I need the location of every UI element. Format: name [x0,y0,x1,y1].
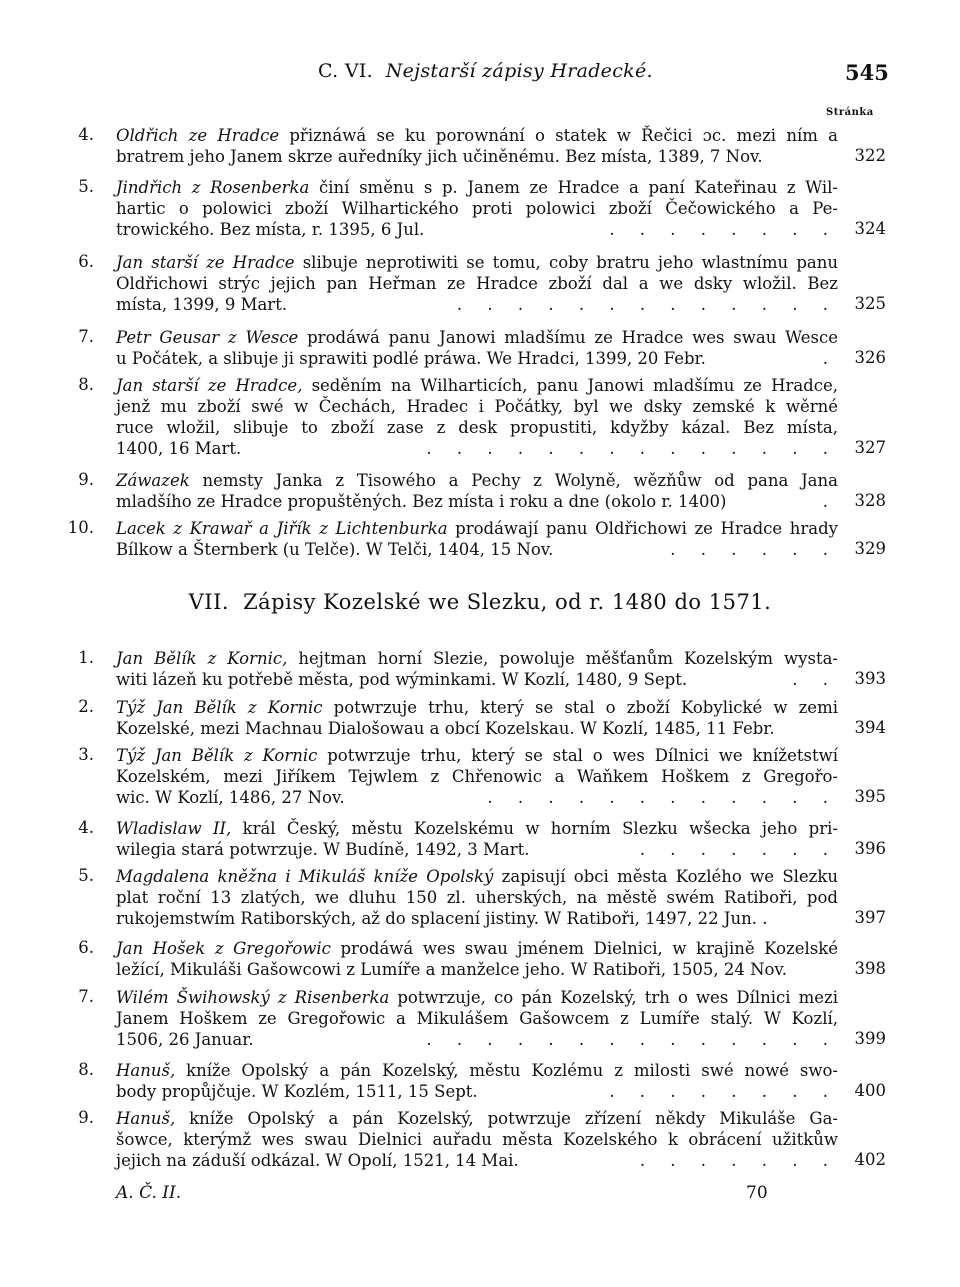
entry-number: 8. [78,1060,94,1079]
entry-text: prodáwají panu Oldřichowi ze Hradce hrady [447,519,838,538]
page-reference: 397 [854,908,886,927]
leader-dots: . [822,492,838,511]
entry-line [116,908,838,929]
entry-text: nemsty Janka z Tisowého a Pechy z Wolyně, wězňůw od pana Jana [189,471,838,490]
entry-text: kníže Opolský a pán Kozelský, potwrzuje zřízení někdy Mikuláše Ga- [175,1109,838,1128]
leader-dots: . . . . . . . . . . . . . . [426,1030,838,1049]
entry-line [116,177,838,198]
entry-person: Hanuš, [116,1061,176,1080]
entry-text: mladšího ze Hradce propuštěných. Bez místa i roku a dne (okolo r. 1400) [116,492,727,511]
entry-text: 1400, 16 Mart. [116,439,242,458]
entry-number: 3. [78,745,94,764]
entry-text: seděním na Wilharticích, panu Janowi mladšímu ze Hradce, [302,376,838,395]
entry-text: potwrzuje trhu, který se stal o zboží Kobylické w zemi [322,698,838,717]
entry-text: wilegia stará potwrzuje. W Budíně, 1492, 3 Mart. [116,840,530,859]
page-reference: 326 [854,348,886,367]
entry-line [116,669,838,690]
entry-text: Oldřichowi strýc jejich pan Heřman ze Hradce zboží dal a we dsky wložil. Bez [116,274,838,293]
entry-number: 9. [78,470,94,489]
entry-text: u Počátek, a slibuje ji sprawiti podlé práwa. We Hradci, 1399, 20 Febr. [116,349,706,368]
entry-line [116,866,838,887]
entry-line [116,348,838,369]
entry-text: král Český, městu Kozelskému w horním Slezku wšecka jeho pri- [231,819,838,838]
entry-person: Petr Geusar z Wesce [116,328,299,347]
entry-person: Jan starší ze Hradce [116,253,295,272]
header-chapter: C. VI. [318,60,374,82]
leader-dots: . . . . . . . . . . . . . [456,295,838,314]
entry-number: 4. [78,125,94,144]
entry-person: Oldřich ze Hradce [116,126,280,145]
leader-dots: . . . . . . [670,540,838,559]
entry-line [116,959,838,980]
entry-text: činí směnu s p. Janem ze Hradce a paní Kateřinau z Wil- [309,178,839,197]
header-title-text: Nejstarší zápisy Hradecké. [385,60,653,82]
entry-number: 5. [78,866,94,885]
page-reference: 329 [854,539,886,558]
entry-text: Kozelském, mezi Jiříkem Tejwlem z Chřenowic a Waňkem Hoškem z Gregořo- [116,767,838,786]
entry-line [116,539,838,560]
entry-text: body propůjčuje. W Kozlém, 1511, 15 Sept. [116,1082,478,1101]
entry-line [116,1029,838,1050]
entry-text: zapisují obci města Kozlého we Slezku [493,867,839,886]
entry-person: Jan starší ze Hradce, [116,376,303,395]
leader-dots: . . [792,670,838,689]
entry-text: kníže Opolský a pán Kozelský, městu Kozlému z milosti swé nowé swo- [175,1061,838,1080]
entry-line [116,1060,838,1081]
page-reference: 325 [854,294,886,313]
entry-line [116,887,838,908]
page-reference: 402 [854,1150,886,1169]
entry-line [116,697,838,718]
entry-line [116,146,838,167]
entry-line [116,491,838,512]
entry-line [116,987,838,1008]
page-reference: 327 [854,438,886,457]
entry-text: Kozelské, mezi Machnau Dialošowau a obcí Kozelskau. W Kozlí, 1485, 11 Febr. [116,719,775,738]
entry-text: plat roční 13 zlatých, we dluhu 150 zl. uherských, na městě swém Ratiboři, pod [116,888,838,907]
entry-number: 2. [78,697,94,716]
entry-line [116,417,838,438]
page-reference: 398 [854,959,886,978]
entry-text: Janem Hoškem ze Gregořowic a Mikulášem Gašowcem z Lumíře stalý. W Kozlí, [116,1009,838,1028]
entry-text: potwrzuje trhu, který se stal o wes Dílnici we knížetstwí [317,746,838,765]
entry-number: 8. [78,375,94,394]
entry-person: Wladislaw II, [116,819,232,838]
page-reference: 400 [854,1081,886,1100]
entry-line [116,1150,838,1171]
entry-person: Lacek z Krawař a Jiřík z Lichtenburka [116,519,448,538]
leader-dots: . . . . . . . [639,840,838,859]
entry-text: rukojemstwím Ratiborských, až do splacení jistiny. W Ratiboři, 1497, 22 Jun. . [116,909,768,928]
entry-number: 7. [78,327,94,346]
entry-text: ruce wložil, slibuje to zboží zase z desk propustiti, kdyžby kázal. Bez místa, [116,418,838,437]
entry-person: Jindřich z Rosenberka [116,178,310,197]
page-reference: 395 [854,787,886,806]
entry-line [116,438,838,459]
sheet-number: 70 [746,1183,768,1203]
entry-line [116,766,838,787]
page-reference: 394 [854,718,886,737]
entry-line [116,327,838,348]
column-label: Stránka [826,107,874,118]
entry-text: šowce, kterýmž wes swau Dielnici auřadu města Kozelského k obrácení užitkůw [116,1130,838,1149]
entry-line [116,470,838,491]
entry-text: hartic o polowici zboží Wilhartického proti polowici zboží Čečowického a Pe- [116,199,838,218]
page-reference: 322 [854,146,886,165]
page-footer [116,1183,816,1203]
page-reference: 396 [854,839,886,858]
entry-line [116,718,838,739]
entry-text: 1506, 26 Januar. [116,1030,254,1049]
entry-line [116,938,838,959]
leader-dots: . . . . . . . [639,1151,838,1170]
entry-line [116,198,838,219]
entry-line [116,396,838,417]
entry-text: trowického. Bez místa, r. 1395, 6 Jul. [116,220,425,239]
entry-number: 10. [67,518,94,537]
entry-line [116,1108,838,1129]
entry-text: místa, 1399, 9 Mart. [116,295,288,314]
entry-text: potwrzuje, co pán Kozelský, trh o wes Dílnici mezi [389,988,838,1007]
entry-line [116,252,838,273]
entry-text: jejich na záduší odkázal. W Opolí, 1521, 14 Mai. [116,1151,519,1170]
leader-dots: . . . . . . . . . . . . [487,788,838,807]
entry-text: bratrem jeho Janem skrze auředníky jich učiněnému. Bez místa, 1389, 7 Nov. [116,147,763,166]
entry-line [116,818,838,839]
entry-person: Jan Bělík z Kornic, [116,649,288,668]
entry-text: prodáwá wes swau jménem Dielnici, w krajině Kozelské [330,939,838,958]
section-title: Zápisy Kozelské we Slezku, od r. 1480 do 1571. [243,590,772,614]
entry-line [116,1008,838,1029]
entry-line [116,787,838,808]
entry-line [116,294,838,315]
entry-line [116,219,838,240]
entry-person: Jan Hošek z Gregořowic [116,939,331,958]
entry-number: 4. [78,818,94,837]
entry-number: 7. [78,987,94,1006]
page-reference: 393 [854,669,886,688]
entry-number: 1. [78,648,94,667]
entry-text: Bílkow a Šternberk (u Telče). W Telči, 1404, 15 Nov. [116,540,554,559]
entry-number: 6. [78,252,94,271]
entry-line [116,125,838,146]
entry-text: witi lázeň ku potřebě města, pod wýminkami. W Kozlí, 1480, 9 Sept. [116,670,688,689]
entry-text: jenž mu zboží swé w Čechách, Hradec i Počátky, byl we dsky zemské k wěrné [116,397,838,416]
header-title [318,60,653,82]
entry-line [116,1081,838,1102]
entry-line [116,375,838,396]
entry-line [116,839,838,860]
section-heading [0,590,960,614]
running-head [0,60,960,90]
entry-person: Hanuš, [116,1109,176,1128]
signature-mark: A. Č. II. [116,1183,182,1203]
page-number: 545 [845,60,889,85]
entry-text: wic. W Kozlí, 1486, 27 Nov. [116,788,345,807]
entry-person: Magdalena kněžna i Mikuláš kníže Opolský [116,867,494,886]
leader-dots: . [822,349,838,368]
page-reference: 328 [854,491,886,510]
entry-line [116,1129,838,1150]
entry-person: Wilém Šwihowský z Risenberka [116,988,390,1007]
leader-dots: . . . . . . . . [609,1082,838,1101]
entry-line [116,745,838,766]
entry-text: slibuje neprotiwiti se tomu, coby bratru jeho wlastnímu panu [294,253,838,272]
entry-number: 9. [78,1108,94,1127]
section-roman: VII. [188,590,230,614]
entry-line [116,518,838,539]
page-reference: 399 [854,1029,886,1048]
leader-dots: . . . . . . . . . . . . . . [426,439,838,458]
entry-person: Záwazek [116,471,190,490]
entry-number: 5. [78,177,94,196]
entry-line [116,648,838,669]
page-reference: 324 [854,219,886,238]
entry-text: ležící, Mikuláši Gašowcowi z Lumíře a manželce jeho. W Ratiboři, 1505, 24 Nov. [116,960,788,979]
entry-text: hejtman horní Slezie, powoluje měšťanům Kozelským wysta- [287,649,839,668]
entry-number: 6. [78,938,94,957]
entry-text: prodáwá panu Janowi mladšímu ze Hradce wes swau Wesce [298,328,838,347]
entry-person: Týž Jan Bělík z Kornic [116,698,323,717]
entry-text: přiznáwá se ku porownání o statek w Řečici ɔc. mezi ním a [279,126,838,145]
entry-person: Týž Jan Bělík z Kornic [116,746,318,765]
entry-line [116,273,838,294]
leader-dots: . . . . . . . . [609,220,838,239]
